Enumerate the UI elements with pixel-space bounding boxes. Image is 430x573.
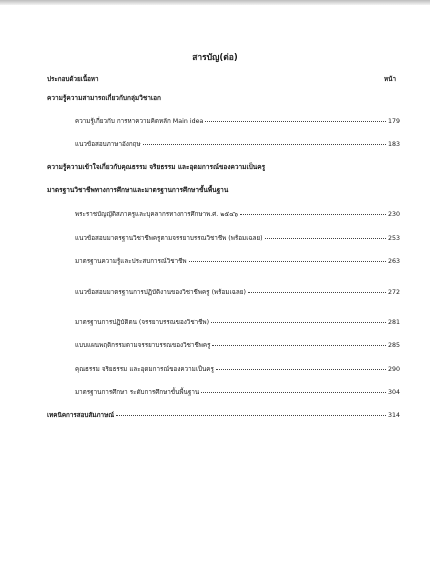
toc-entry-label: แนวข้อสอบมาตรฐานการปฏิบัติงานของวิชาชีพครู (พร้อมเฉลย) xyxy=(75,289,246,296)
toc-entry-page: 179 xyxy=(387,118,400,125)
dot-leader xyxy=(189,261,386,262)
section-heading-standards: มาตรฐานวิชาชีพทางการศึกษาและมาตรฐานการศึกษาขั้นพื้นฐาน xyxy=(47,186,229,194)
toc-entry[interactable] xyxy=(75,116,400,126)
toc-entry-label: ความรู้เกี่ยวกับ การหาความคิดหลัก Main idea xyxy=(75,118,204,125)
toc-entry[interactable] xyxy=(75,287,400,297)
toc-entry-label: เทคนิคการสอบสัมภาษณ์ xyxy=(47,412,115,419)
toc-entry-label: แบบแผนพฤติกรรมตามจรรยาบรรณของวิชาชีพครู xyxy=(75,342,211,349)
toc-entry[interactable] xyxy=(75,233,400,243)
section-heading-ethics: ความรู้ความเข้าใจเกี่ยวกับคุณธรรม จริยธรรม และอุดมการณ์ของความเป็นครู xyxy=(47,163,266,171)
dot-leader xyxy=(211,322,386,323)
section-heading-major: ความรู้ความสามารถเกี่ยวกับกลุ่มวิชาเอก xyxy=(47,94,161,102)
dot-leader xyxy=(143,144,386,145)
toc-entry-page: 253 xyxy=(387,235,400,242)
dot-leader xyxy=(205,121,386,122)
toc-entry[interactable] xyxy=(75,364,400,374)
dot-leader xyxy=(265,238,386,239)
toc-entry[interactable] xyxy=(75,340,400,350)
column-header-content: ประกอบด้วยเนื้อหา xyxy=(47,76,99,83)
toc-entry-final[interactable] xyxy=(47,410,400,420)
toc-entry-page: 314 xyxy=(387,412,400,419)
toc-entry-page: 290 xyxy=(387,366,400,373)
top-edge-shadow xyxy=(0,0,430,5)
toc-entry-page: 263 xyxy=(387,258,400,265)
toc-entry-label: มาตรฐานการศึกษา ระดับการศึกษาขั้นพื้นฐาน xyxy=(75,389,200,396)
toc-entry-label: แนวข้อสอบมาตรฐานวิชาชีพครูตามจรรยาบรรณวิชาชีพ (พร้อมเฉลย) xyxy=(75,235,263,242)
toc-entry[interactable] xyxy=(75,139,400,149)
dot-leader xyxy=(248,292,386,293)
toc-entry[interactable] xyxy=(75,387,400,397)
toc-entry-page: 285 xyxy=(387,342,400,349)
toc-entry[interactable] xyxy=(75,256,400,266)
dot-leader xyxy=(201,392,386,393)
dot-leader xyxy=(212,345,385,346)
toc-entry[interactable] xyxy=(75,209,400,219)
toc-entry-label: แนวข้อสอบภาษาอังกฤษ xyxy=(75,141,141,148)
dot-leader xyxy=(240,214,386,215)
toc-entry-page: 304 xyxy=(387,389,400,396)
toc-entry-page: 230 xyxy=(387,211,400,218)
toc-entry-page: 183 xyxy=(387,141,400,148)
column-header-page: หน้า xyxy=(384,76,396,83)
toc-entry-label: มาตรฐานความรู้และประสบการณ์วิชาชีพ xyxy=(75,258,187,265)
toc-entry-page: 272 xyxy=(387,289,400,296)
dot-leader xyxy=(216,369,386,370)
toc-entry-label: พระราชบัญญัติสภาครูและบุคลากรทางการศึกษาพ.ศ. ๒๕๔๖ xyxy=(75,211,238,218)
toc-entry-page: 281 xyxy=(387,319,400,326)
dot-leader xyxy=(116,415,386,416)
toc-entry[interactable] xyxy=(75,317,400,327)
toc-entry-label: คุณธรรม จริยธรรม และอุดมการณ์ของความเป็นครู xyxy=(75,366,214,373)
page-title: สารบัญ(ต่อ) xyxy=(192,53,238,63)
toc-entry-label: มาตรฐานการปฏิบัติตน (จรรยาบรรณของวิชาชีพ) xyxy=(75,319,210,326)
